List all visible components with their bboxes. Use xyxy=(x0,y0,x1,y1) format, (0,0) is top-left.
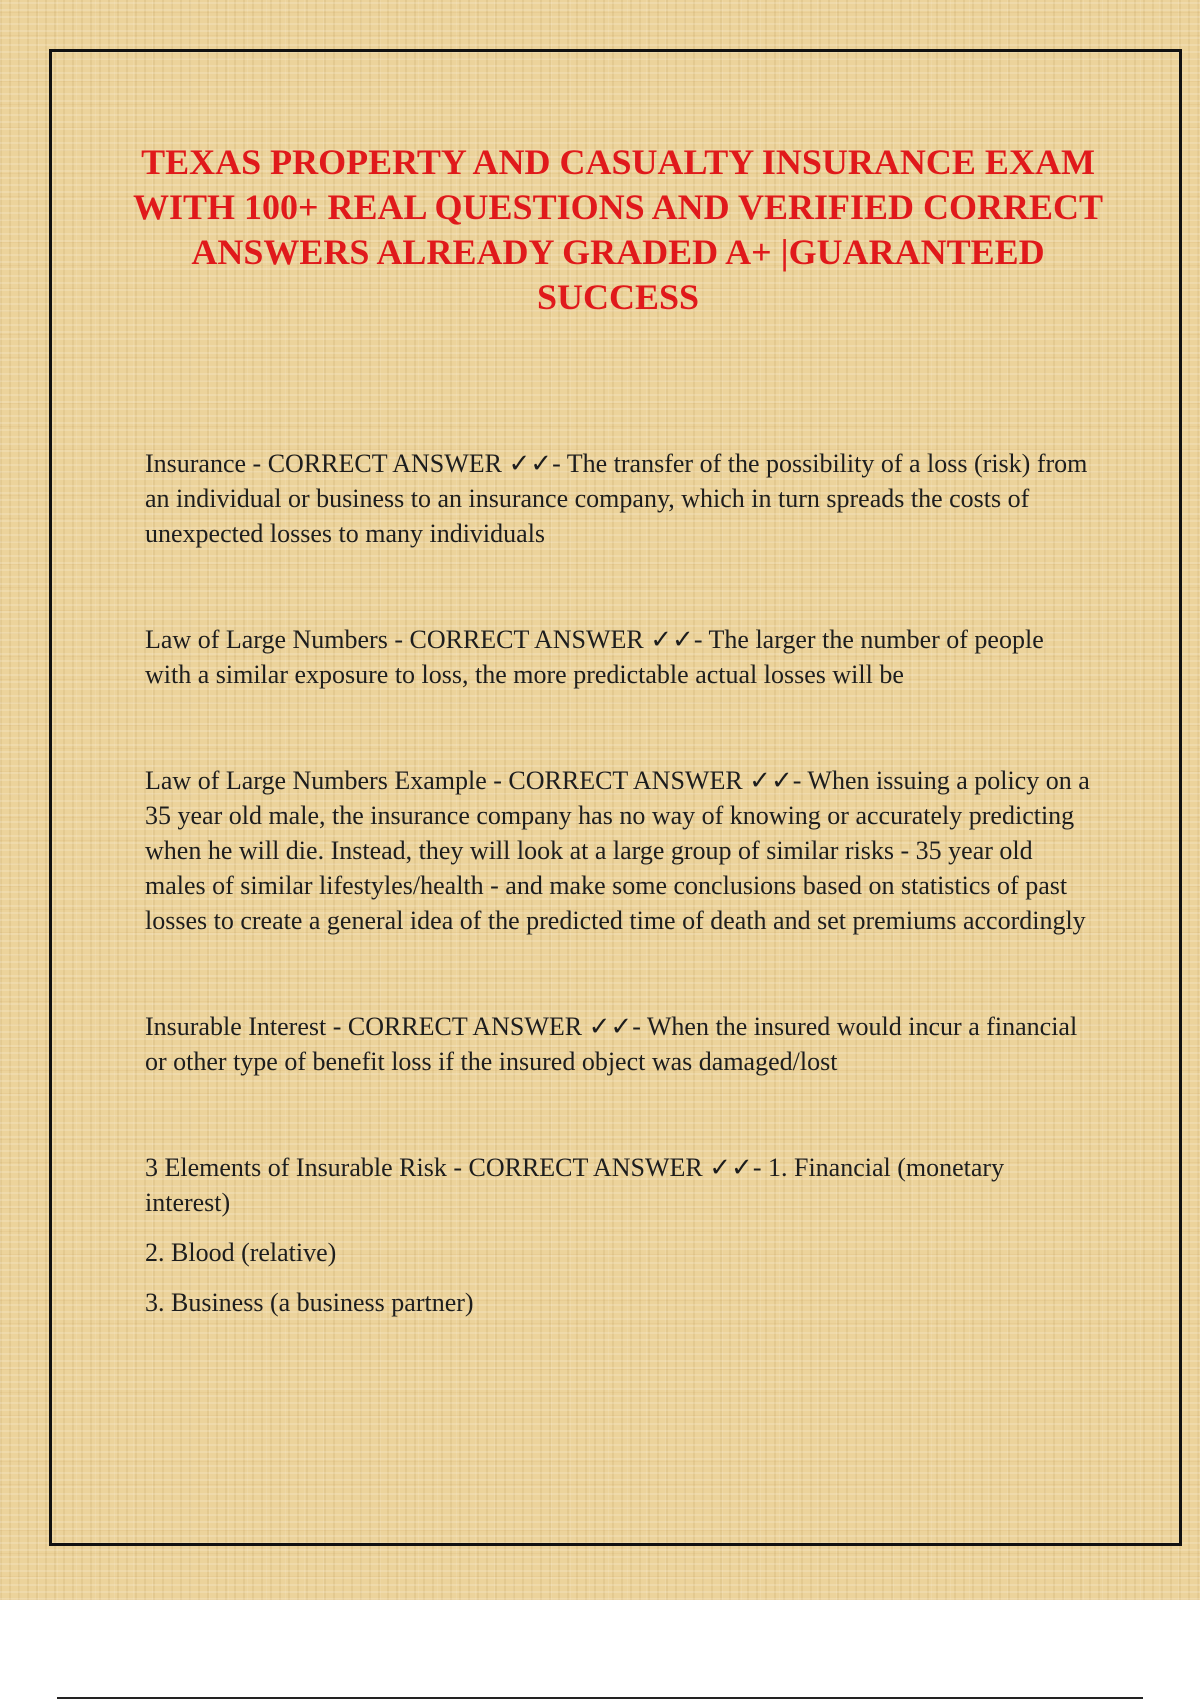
qa-entry-text: Law of Large Numbers - CORRECT ANSWER ✓✓- The larger the number of people with a similar exposure to loss, the more predictable actual losses will be xyxy=(145,625,1044,689)
qa-entry-text: Law of Large Numbers Example - CORRECT ANSWER ✓✓- When issuing a policy on a 35 year old male, the insurance company has no way of knowing or accurately predicting when he will die. Instead, they will look at a large group of similar risks - 35 year old males of similar lifestyles/health - and make some conclusions based on statistics of past losses to create a general idea of the predicted time of death and set premiums accordingly xyxy=(145,766,1090,935)
qa-entry-text: Insurance - CORRECT ANSWER ✓✓- The transfer of the possibility of a loss (risk) from an individual or business to an insurance company, which in turn spreads the costs of unexpected losses to many individuals xyxy=(145,449,1088,548)
qa-list-item: 3. Business (a business partner) xyxy=(145,1288,474,1317)
qa-entry-text: 3 Elements of Insurable Risk - CORRECT ANSWER ✓✓- 1. Financial (monetary interest) xyxy=(145,1153,1005,1217)
qa-entry-law-of-large-numbers-example xyxy=(145,763,1090,938)
qa-entry-insurable-interest xyxy=(145,1009,1090,1079)
qa-entry-law-of-large-numbers xyxy=(145,622,1090,692)
qa-entry-text: Insurable Interest - CORRECT ANSWER ✓✓- When the insured would incur a financial or other type of benefit loss if the insured object was damaged/lost xyxy=(145,1012,1078,1076)
qa-entry-insurance xyxy=(145,446,1090,551)
qa-list-item: 2. Blood (relative) xyxy=(145,1238,337,1267)
bottom-divider-line xyxy=(57,1697,1143,1699)
qa-content xyxy=(145,446,1090,1320)
qa-entry-elements-of-insurable-risk xyxy=(145,1150,1090,1320)
document-title: TEXAS PROPERTY AND CASUALTY INSURANCE EXAM WITH 100+ REAL QUESTIONS AND VERIFIED CORRECT ANSWERS ALREADY GRADED A+ |GUARANTEED SUCCESS xyxy=(132,142,1104,317)
